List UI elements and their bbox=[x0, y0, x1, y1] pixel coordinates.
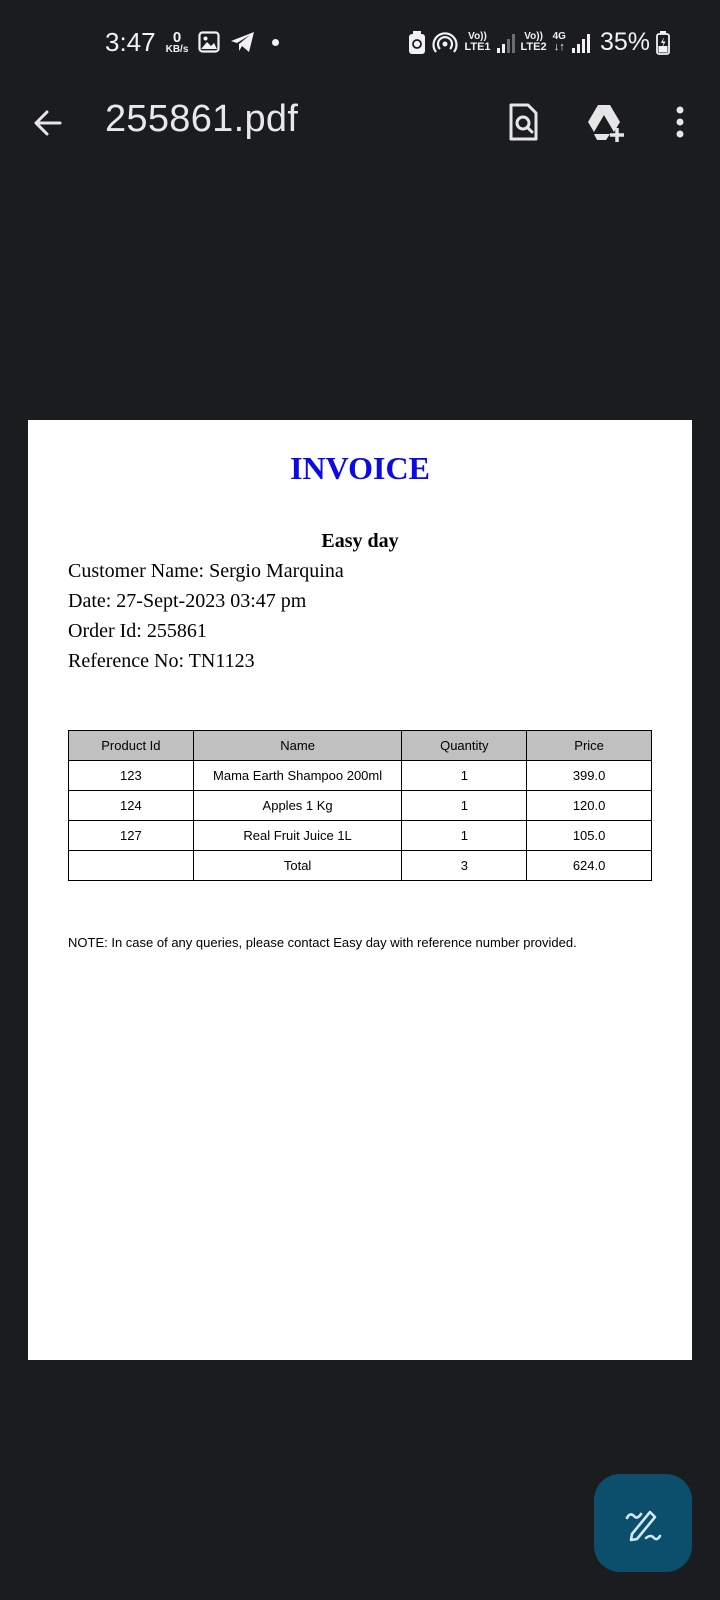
table-cell: 105.0 bbox=[527, 821, 652, 851]
signal-icon bbox=[497, 33, 515, 53]
gallery-icon bbox=[198, 31, 220, 53]
status-time: 3:47 bbox=[105, 27, 156, 57]
table-cell: 124 bbox=[69, 791, 194, 821]
table-cell bbox=[69, 851, 194, 881]
table-cell: Mama Earth Shampoo 200ml bbox=[193, 761, 402, 791]
table-total-row bbox=[69, 851, 652, 881]
notification-icons bbox=[198, 31, 279, 53]
battery-percent: 35% bbox=[599, 28, 650, 56]
net-speed-value: 0 bbox=[172, 29, 182, 46]
table-cell: 120.0 bbox=[527, 791, 652, 821]
net-speed bbox=[163, 30, 191, 55]
app-toolbar bbox=[0, 88, 720, 158]
invoice-table bbox=[68, 730, 652, 881]
status-bar bbox=[0, 0, 720, 88]
customer-name: Customer Name: Sergio Marquina bbox=[68, 560, 344, 582]
table-header: Product Id bbox=[69, 731, 194, 761]
table-row bbox=[69, 761, 652, 791]
search-document-icon[interactable] bbox=[501, 100, 545, 144]
recycle-battery-icon bbox=[408, 31, 426, 55]
pdf-page[interactable] bbox=[28, 420, 692, 1360]
back-arrow-icon[interactable] bbox=[30, 105, 66, 141]
invoice-title: INVOICE bbox=[290, 450, 430, 486]
reference-number: Reference No: TN1123 bbox=[68, 650, 255, 672]
sim1-label: Vo)) LTE1 bbox=[464, 31, 491, 53]
table-cell: Total bbox=[193, 851, 402, 881]
table-row bbox=[69, 821, 652, 851]
more-notifications-dot bbox=[272, 39, 279, 46]
table-cell: 127 bbox=[69, 821, 194, 851]
sim2-network-type: 4G ↓↑ bbox=[552, 31, 566, 53]
invoice-note: NOTE: In case of any queries, please contact Easy day with reference number provided. bbox=[68, 935, 577, 950]
edit-pen-icon bbox=[624, 1504, 662, 1542]
annotate-button[interactable] bbox=[594, 1474, 692, 1572]
battery-icon bbox=[656, 31, 670, 55]
drive-add-icon[interactable] bbox=[584, 100, 628, 144]
table-header: Quantity bbox=[402, 731, 527, 761]
table-cell: 1 bbox=[402, 821, 527, 851]
signal-icon bbox=[572, 33, 590, 53]
more-vert-icon[interactable] bbox=[658, 100, 702, 144]
table-cell: 399.0 bbox=[527, 761, 652, 791]
telegram-icon bbox=[230, 31, 256, 53]
hotspot-icon bbox=[432, 31, 458, 55]
table-cell: 3 bbox=[402, 851, 527, 881]
table-row bbox=[69, 791, 652, 821]
sim2-label: Vo)) LTE2 bbox=[520, 31, 547, 53]
system-icons bbox=[408, 28, 670, 57]
net-speed-unit: KB/s bbox=[165, 44, 189, 55]
table-cell: 123 bbox=[69, 761, 194, 791]
table-header-row bbox=[69, 731, 652, 761]
table-cell: 1 bbox=[402, 791, 527, 821]
table-cell: 624.0 bbox=[527, 851, 652, 881]
table-header: Name bbox=[193, 731, 402, 761]
document-title: 255861.pdf bbox=[105, 98, 299, 140]
table-cell: 1 bbox=[402, 761, 527, 791]
table-cell: Apples 1 Kg bbox=[193, 791, 402, 821]
invoice-date: Date: 27-Sept-2023 03:47 pm bbox=[68, 590, 307, 612]
table-header: Price bbox=[527, 731, 652, 761]
table-cell: Real Fruit Juice 1L bbox=[193, 821, 402, 851]
order-id: Order Id: 255861 bbox=[68, 620, 207, 642]
shop-name: Easy day bbox=[321, 530, 399, 552]
